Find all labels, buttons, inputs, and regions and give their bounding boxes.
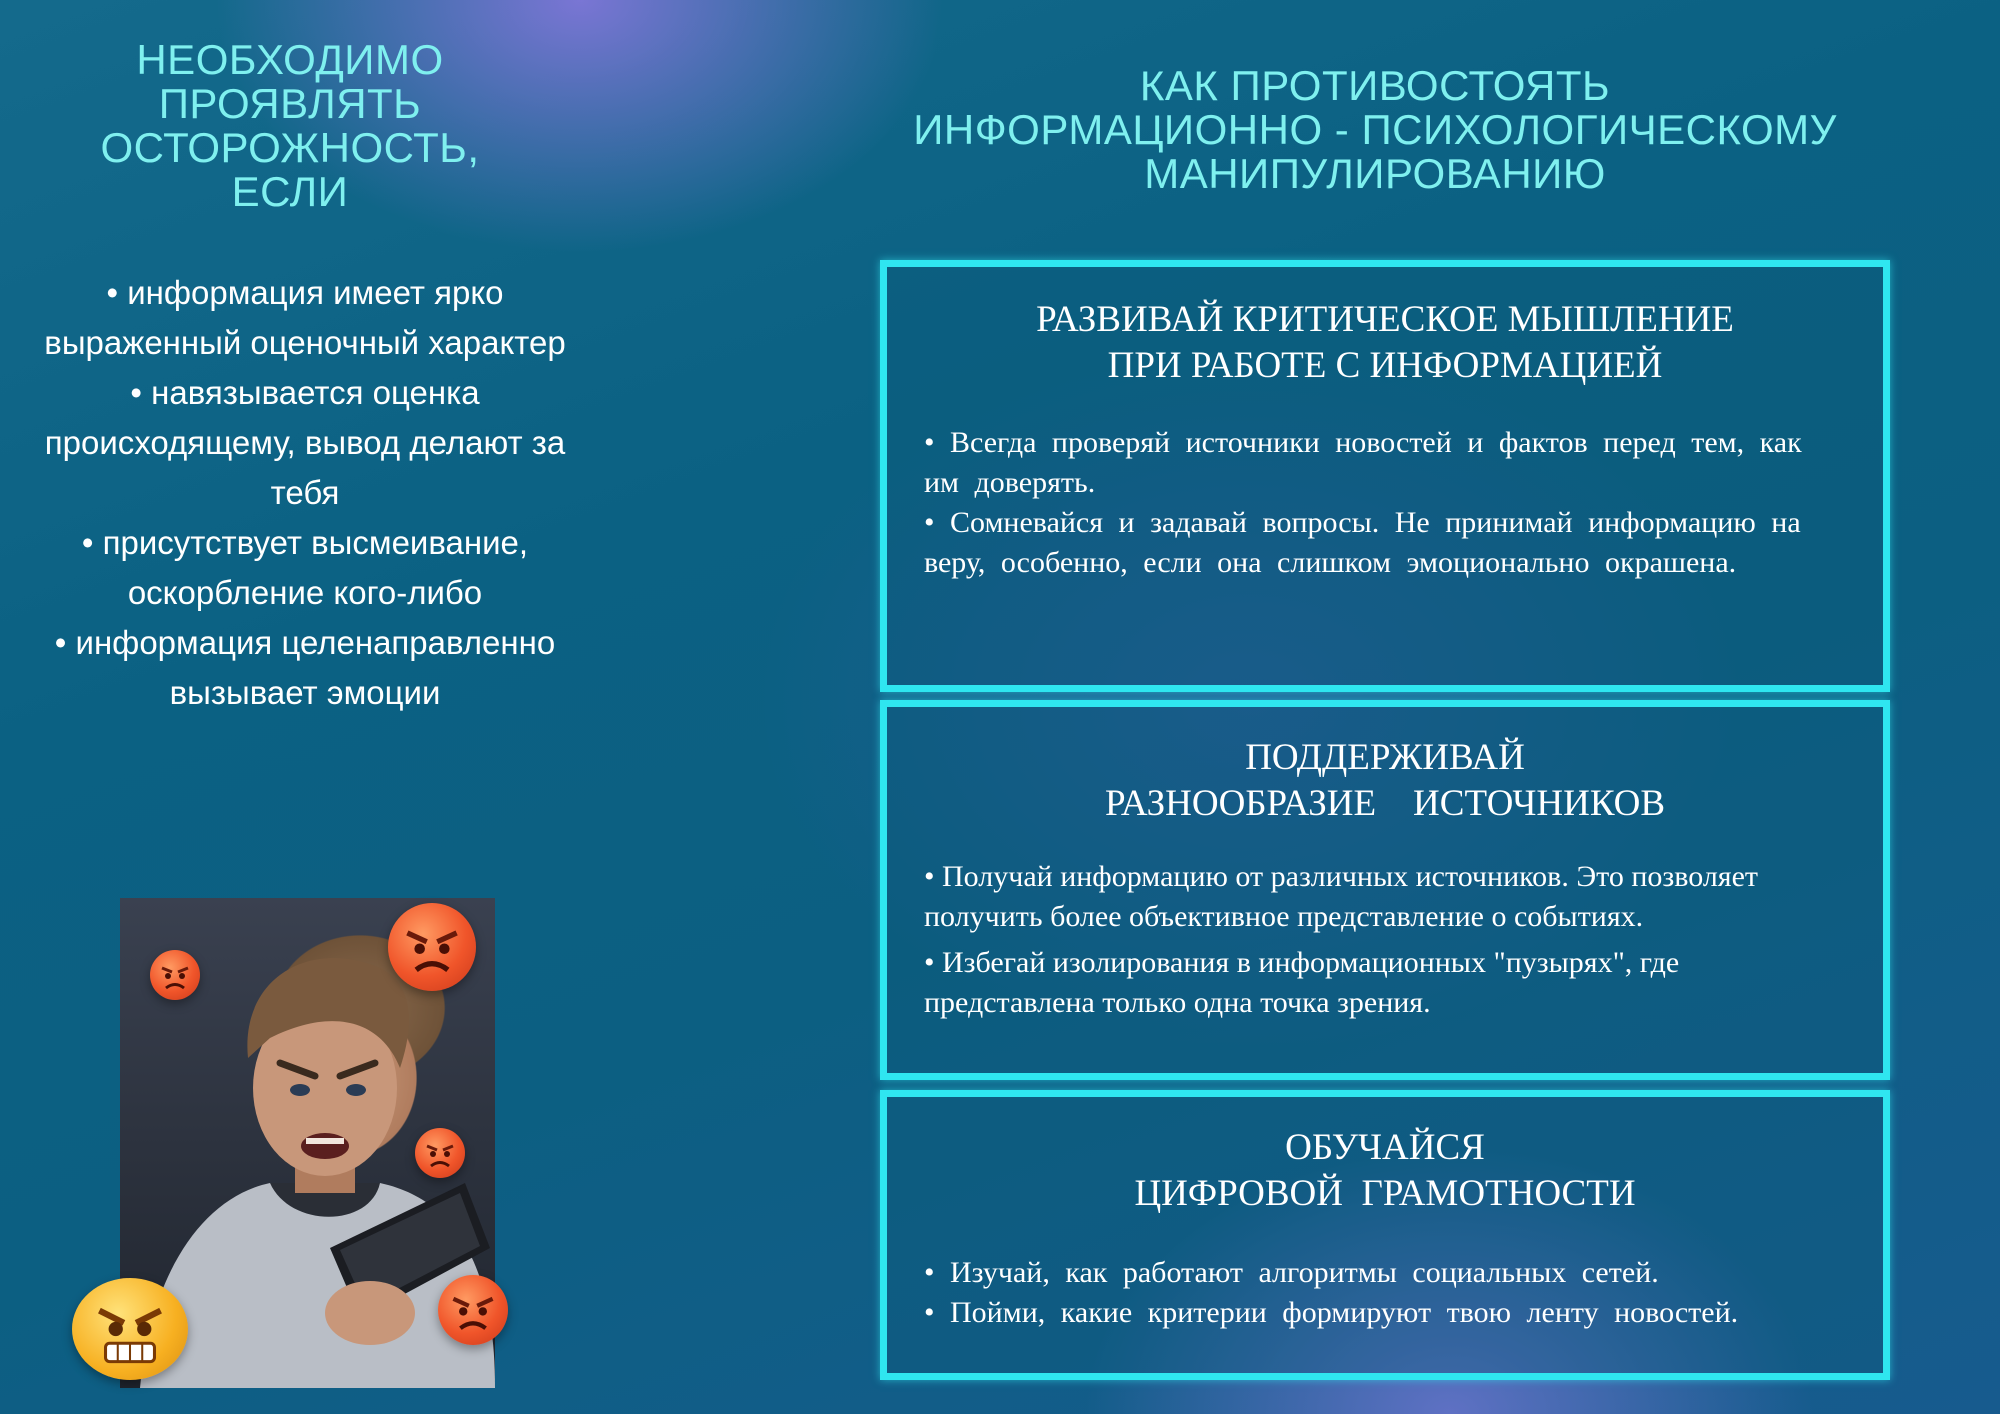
card-title [887,1125,1883,1217]
warning-item: • присутствует высмеивание, оскорбление кого-либо [81,524,529,611]
angry-emoji-icon [388,903,476,991]
left-heading-line: ОСТОРОЖНОСТЬ, [100,124,480,171]
left-heading-line: ПРОЯВЛЯТЬ [158,80,422,127]
card-title-line: РАЗНООБРАЗИЕ ИСТОЧНИКОВ [1104,783,1666,824]
critical-thinking-card [880,260,1890,692]
warning-item: • информация целенаправленно вызывает эмоции [54,624,556,711]
warning-list [20,268,590,718]
right-heading-line: КАК ПРОТИВОСТОЯТЬ [1139,62,1611,109]
right-heading [840,64,1910,196]
card-title-line: ОБУЧАЙСЯ [1285,1127,1485,1168]
angry-emoji-icon [415,1128,465,1178]
tip-item: • Сомневайся и задавай вопросы. Не принимай информацию на веру, особенно, если она слишком эмоционально окрашена. [924,506,1801,579]
tip-item: • Получай информацию от различных источников. Это позволяет получить более объективное представление о событиях. [924,860,1759,933]
tip-item: • Избегай изолирования в информационных "пузырях", где представлена только одна точка зрения. [924,946,1680,1019]
right-heading-line: ИНФОРМАЦИОННО - ПСИХОЛОГИЧЕСКОМУ [913,106,1837,153]
warning-item: • информация имеет ярко выраженный оценочный характер [44,274,566,361]
card-title-line: ЦИФРОВОЙ ГРАМОТНОСТИ [1134,1173,1636,1214]
card-title [887,297,1883,389]
card-tips [887,423,1883,583]
card-title [887,735,1883,827]
digital-literacy-card [880,1090,1890,1380]
right-heading-line: МАНИПУЛИРОВАНИЮ [1144,150,1606,197]
source-diversity-card [880,700,1890,1080]
angry-emoji-icon [438,1275,508,1345]
left-heading-line: НЕОБХОДИМО [136,36,444,83]
furious-emoji-icon [72,1278,188,1380]
card-title-line: РАЗВИВАЙ КРИТИЧЕСКОЕ МЫШЛЕНИЕ [1036,299,1734,340]
card-title-line: ПОДДЕРЖИВАЙ [1245,737,1525,778]
card-tips [887,1253,1883,1333]
card-title-line: ПРИ РАБОТЕ С ИНФОРМАЦИЕЙ [1107,345,1663,386]
left-heading [40,38,540,214]
card-tips [887,857,1883,1023]
tip-item: • Всегда проверяй источники новостей и фактов перед тем, как им доверять. [924,426,1802,499]
left-heading-line: ЕСЛИ [231,168,349,215]
warning-item: • навязывается оценка происходящему, вывод делают за тебя [44,374,566,511]
tip-item: • Пойми, какие критерии формируют твою ленту новостей. [924,1296,1739,1329]
tip-item: • Изучай, как работают алгоритмы социальных сетей. [924,1256,1659,1289]
angry-emoji-icon [150,950,200,1000]
